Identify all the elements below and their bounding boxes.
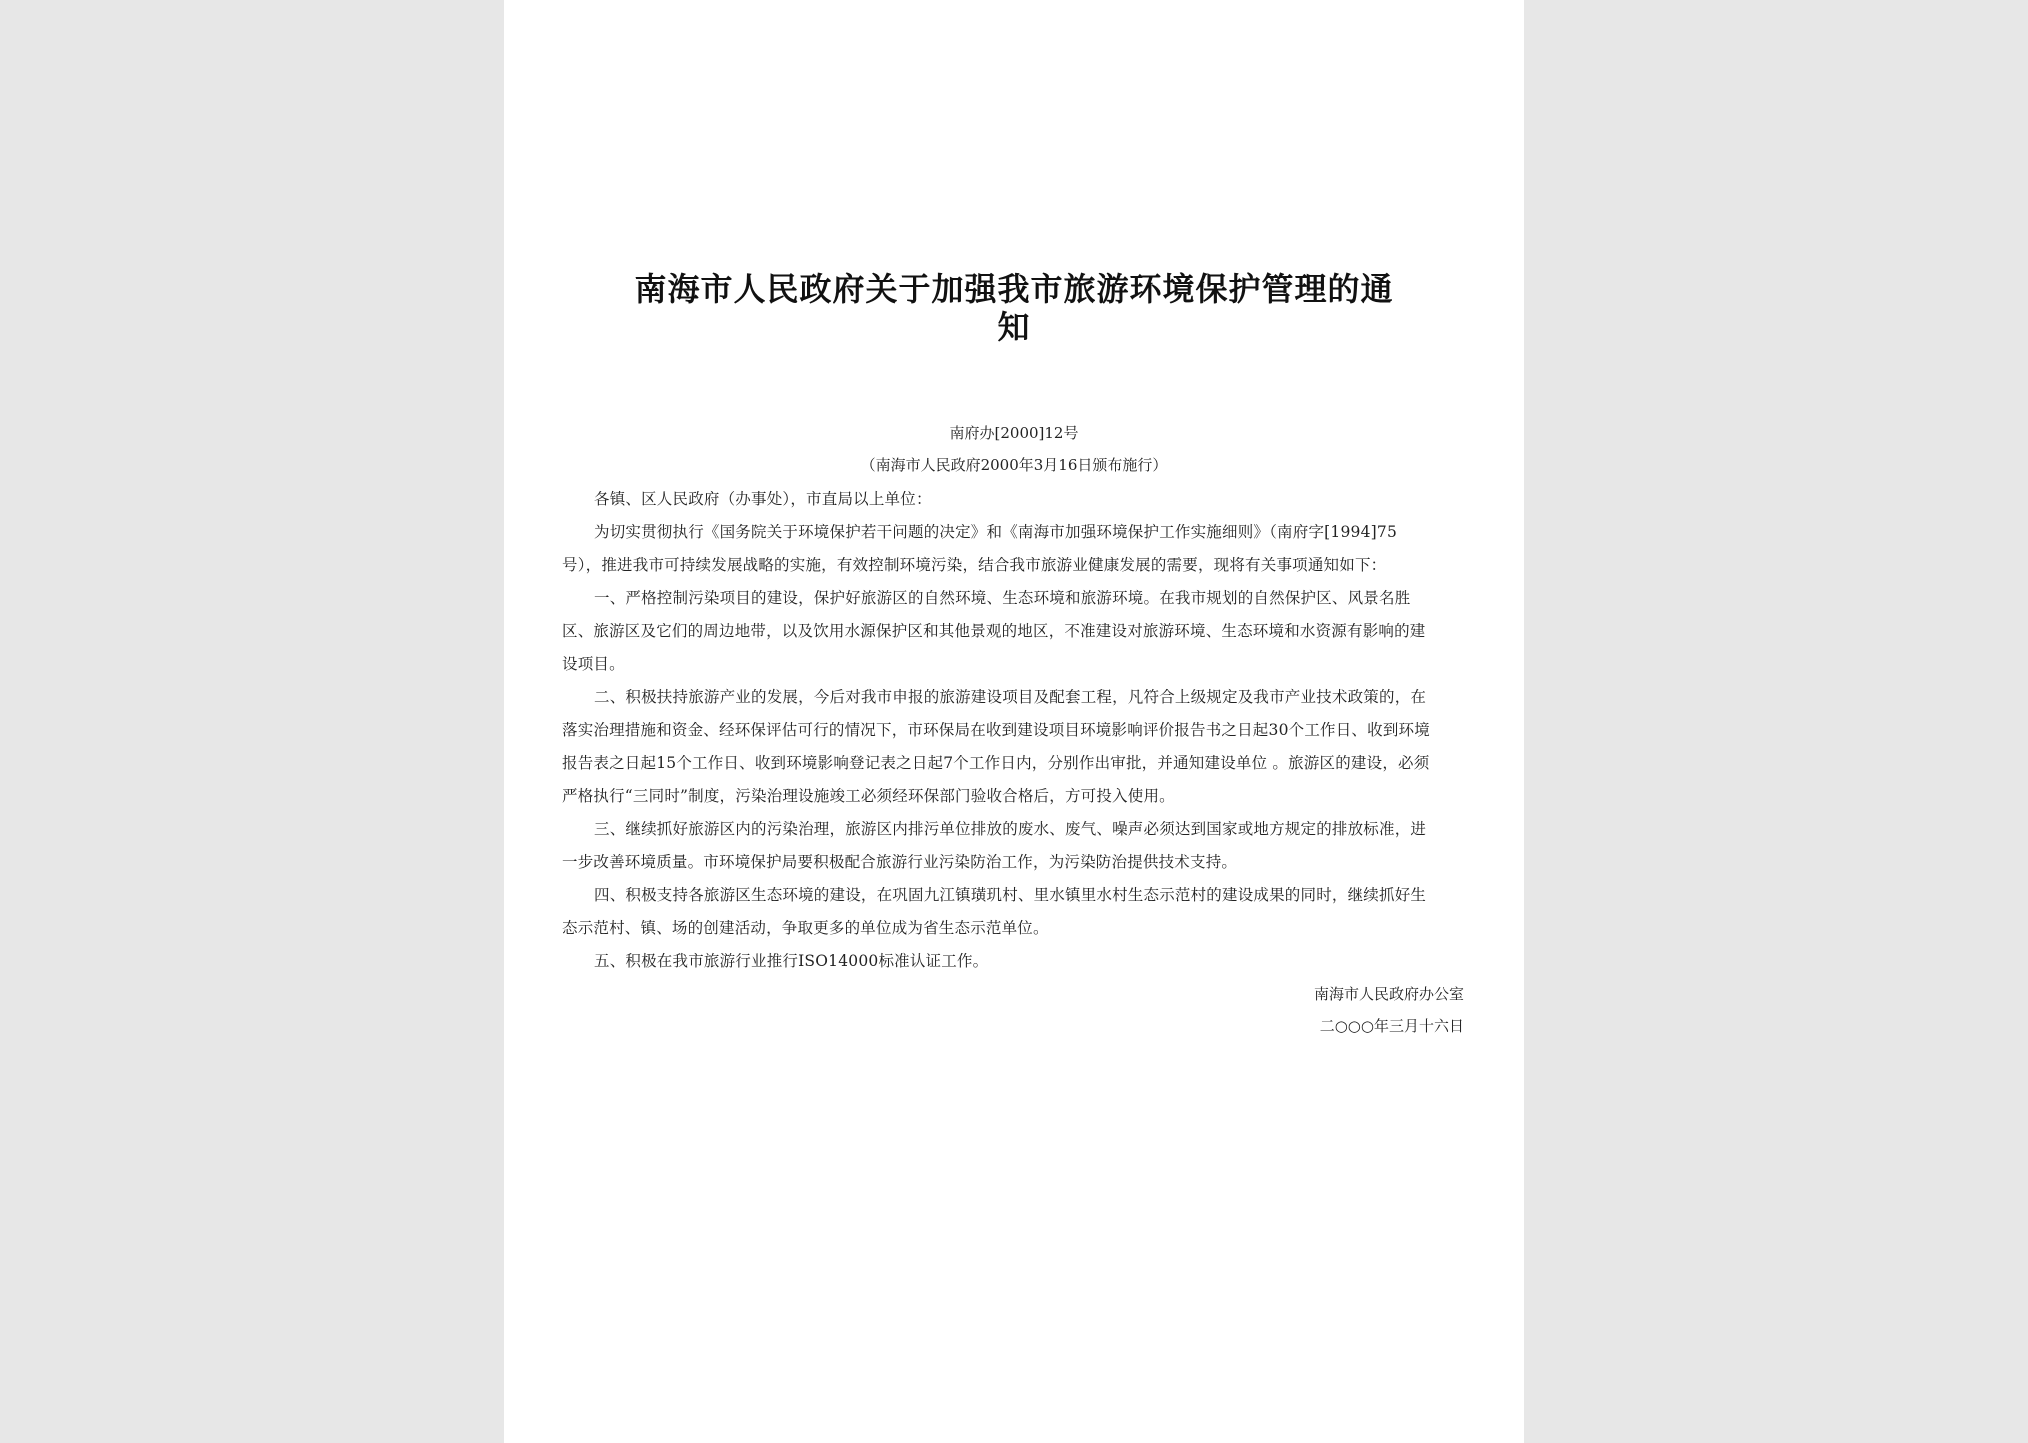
paragraph-line: 四、积极支持各旅游区生态环境的建设，在巩固九江镇璜玑村、里水镇里水村生态示范村的建设成果的同时，继续抓好生: [594, 886, 1427, 904]
document-number: 南府办[2000]12号: [949, 424, 1079, 442]
paragraph-line: 号），推进我市可持续发展战略的实施，有效控制环境污染，结合我市旅游业健康发展的需要，现将有关事项通知如下：: [562, 556, 1387, 574]
paragraph-line: 严格执行“三同时”制度，污染治理设施竣工必须经环保部门验收合格后，方可投入使用。: [562, 787, 1175, 805]
document-page: [504, 0, 1524, 1443]
promulgation-note: （南海市人民政府2000年3月16日颁布施行）: [860, 456, 1168, 474]
paragraph-line: 落实治理措施和资金、经环保评估可行的情况下，市环保局在收到建设项目环境影响评价报告书之日起30个工作日、收到环境: [562, 721, 1430, 739]
paragraph-line: 二、积极扶持旅游产业的发展，今后对我市申报的旅游建设项目及配套工程，凡符合上级规定及我市产业技术政策的，在: [594, 688, 1427, 706]
paragraph-line: 一步改善环境质量。市环境保护局要积极配合旅游行业污染防治工作，为污染防治提供技术支持。: [562, 853, 1238, 871]
paragraph-line: 三、继续抓好旅游区内的污染治理，旅游区内排污单位排放的废水、废气、噪声必须达到国家或地方规定的排放标准，进: [594, 820, 1427, 838]
paragraph-line: 态示范村、镇、场的创建活动，争取更多的单位成为省生态示范单位。: [562, 919, 1049, 937]
paragraph-line: 设项目。: [562, 655, 625, 673]
paragraph-line: 为切实贯彻执行《国务院关于环境保护若干问题的决定》和《南海市加强环境保护工作实施细则》（南府字[1994]75: [594, 523, 1398, 541]
paragraph-line: 五、积极在我市旅游行业推行ISO14000标准认证工作。: [594, 952, 989, 970]
paragraph-line: 一、严格控制污染项目的建设，保护好旅游区的自然环境、生态环境和旅游环境。在我市规划的自然保护区、风景名胜: [594, 589, 1411, 607]
signature-date: 二○○○年三月十六日: [1319, 1017, 1464, 1035]
paragraph-line: 报告表之日起15个工作日、收到环境影响登记表之日起7个工作日内，分别作出审批，并通知建设单位 。旅游区的建设，必须: [562, 754, 1430, 772]
document-title-line-1: 南海市人民政府关于加强我市旅游环境保护管理的通: [634, 270, 1394, 308]
paragraph-line: 区、旅游区及它们的周边地带，以及饮用水源保护区和其他景观的地区，不准建设对旅游环境、生态环境和水资源有影响的建: [562, 622, 1426, 640]
signature-organization: 南海市人民政府办公室: [1313, 985, 1464, 1003]
addressee: 各镇、区人民政府（办事处），市直局以上单位：: [594, 490, 932, 508]
document-title-line-2: 知: [997, 308, 1031, 346]
